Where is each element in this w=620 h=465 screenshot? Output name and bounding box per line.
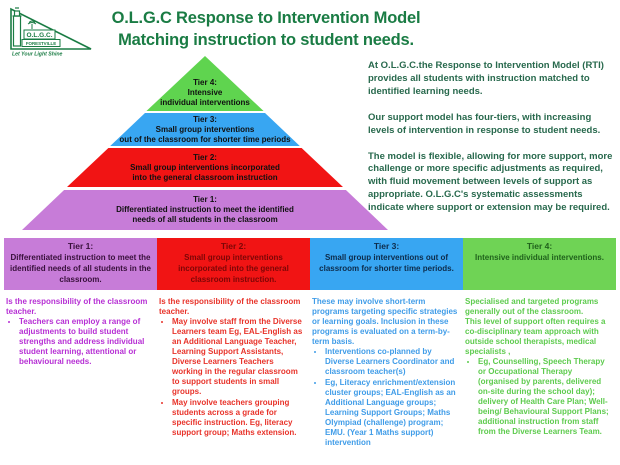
tier-line: into the general classroom instruction (132, 172, 278, 182)
tier-line: needs of all students in the classroom (132, 215, 278, 224)
tier3-column-header (310, 238, 463, 290)
tier4-column-body (463, 290, 616, 437)
tier-title: Tier 4: (193, 78, 217, 87)
tier-title: Tier 2: (193, 152, 217, 162)
bullet-item: • Teachers can employ a range of adjustments to build student strengths and address individual student learning, attentional or behavioural needs. (19, 317, 152, 367)
bullet-item: • Interventions co-planned by Diverse Learners Coordinator and classroom teacher(s) (325, 347, 458, 377)
column-header-subtitle: Intensive individual interventions. (475, 253, 604, 262)
logo-subname: FORESTVILLE (25, 40, 57, 46)
logo-name: O.L.G.C. (26, 32, 53, 39)
column-bullet-list (159, 317, 305, 438)
bullet-item: • May involve staff from the Diverse Learners team Eg, EAL-English as an Additional Language Teacher, Learning Support Assistants, Diverse Learners Teachers working in the regular classroom to support students in small groups. (172, 317, 305, 397)
column-header-title: Tier 3: (373, 241, 400, 251)
column-header-subtitle: Differentiated instruction to meet the identified needs of all students in the classroom. (10, 253, 151, 284)
tier3-column-body (310, 290, 463, 448)
column-bullet-list (6, 317, 152, 367)
pyramid-tier-2-text (22, 148, 388, 187)
column-bullet-list (465, 357, 611, 437)
tier4-column (463, 238, 616, 449)
pyramid-tier-3-text (22, 113, 388, 146)
tier1-column (4, 238, 157, 449)
column-header-title: Tier 4: (526, 241, 553, 251)
tier2-column-body (157, 290, 310, 438)
intro-paragraph-2: Our support model has four-tiers, with increasing levels of intervention in response to student needs. (368, 111, 601, 136)
column-body-intro: Is the responsibility of the classroom teacher. (6, 297, 148, 316)
tier-line: Differentiated instruction to meet the identified (116, 205, 294, 214)
rti-pyramid (22, 56, 388, 230)
tier-line: individual interventions (160, 98, 250, 107)
column-bullet-list (312, 347, 458, 448)
column-body-intro: These may involve short-term programs targeting specific strategies or learning goals. Inclusion in these programs is evaluated on a term-by-term basis. (312, 297, 458, 346)
column-header-title: Tier 2: (220, 241, 247, 251)
pyramid-tier-2 (22, 148, 388, 187)
intro-text (368, 60, 616, 228)
tier-line: Intensive (187, 88, 223, 97)
tier-line: out of the classroom for shorter time periods (119, 134, 291, 144)
bullet-item: • Eg, Literacy enrichment/extension cluster groups; EAL-English as an Additional Language groups; Learning Support Groups; Maths Olympiad (challenge) program; EMU. (Year 1 Maths support) intervention (325, 378, 458, 448)
intro-paragraph-3: The model is flexible, allowing for more support, more challenge or more specific adjustments as required, with fluid movement between levels of support as appropriate. O.L.G.C's systematic assessments indicate where support or extension may be required. (368, 150, 613, 214)
column-header-title: Tier 1: (67, 241, 94, 251)
bullet-item: • May involve teachers grouping students across a grade for specific instruction. Eg, literacy support group; Maths extension. (172, 398, 305, 438)
pyramid-tier-3 (22, 113, 388, 146)
tier-detail-table (4, 238, 616, 449)
tier3-column (310, 238, 463, 449)
column-body-intro: Specialised and targeted programs generally out of the classroom. (465, 297, 599, 316)
pyramid-tier-4-text (22, 56, 388, 111)
pyramid-tier-1-text (22, 190, 388, 230)
pyramid-tier-1 (22, 190, 388, 230)
tier4-column-header (463, 238, 616, 290)
tier-line: Small group interventions incorporated (130, 162, 280, 172)
tier1-column-header (4, 238, 157, 290)
tier-title: Tier 1: (193, 195, 217, 204)
tier2-column (157, 238, 310, 449)
intro-paragraph-1: At O.L.G.C.the Response to Intervention Model (RTI) provides all students with instruction matched to identified learning needs. (368, 60, 604, 97)
tier2-column-header (157, 238, 310, 290)
tier-title: Tier 3: (193, 114, 217, 124)
column-body-intro: Is the responsibility of the classroom teacher. (159, 297, 301, 316)
page-title (68, 7, 464, 51)
tier1-column-body (4, 290, 157, 367)
page-title-line1: O.L.G.C Response to Intervention Model (111, 9, 421, 27)
column-header-subtitle: Small group interventions incorporated into the general classroom instruction. (178, 253, 289, 284)
page-title-line2: Matching instruction to student needs. (118, 31, 414, 49)
logo-tagline: Let Your Light Shine (12, 51, 63, 58)
pyramid-tier-4 (22, 56, 388, 111)
column-body-intro: This level of support often requires a co-disciplinary team approach with outside school therapists, medical specialists , (465, 317, 606, 356)
tier-line: Small group interventions (155, 124, 255, 134)
column-header-subtitle: Small group interventions out of classroom for shorter time periods. (319, 253, 454, 273)
bullet-item: • Eg, Counselling, Speech Therapy or Occupational Therapy (organised by parents, delivered on-site during the school day); delivery of Health Care Plan; Well-being/ Behavioural Support Plans; additional instruction from staff from the Diverse Learners Team. (478, 357, 611, 437)
